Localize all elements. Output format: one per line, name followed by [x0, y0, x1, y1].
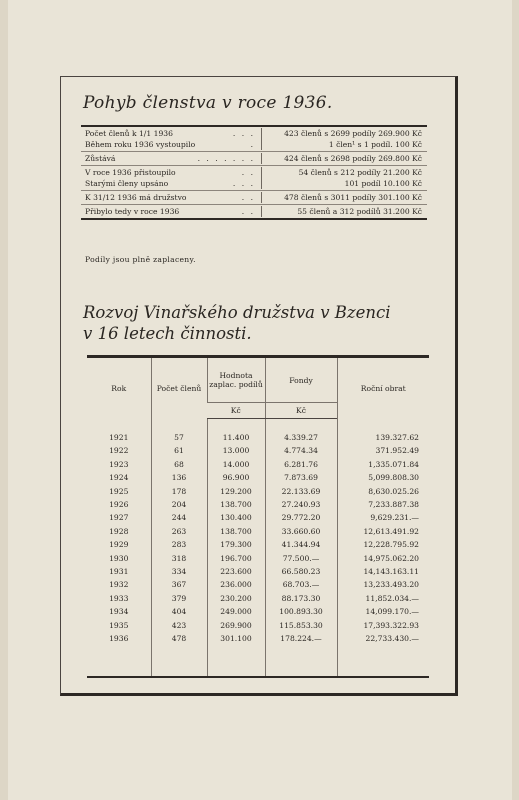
cell-hodnota: 223.600 — [207, 565, 265, 578]
development-table — [87, 355, 429, 678]
cell-rok: 1924 — [109, 473, 129, 483]
cell-pocet-clenu: 263 — [151, 525, 207, 538]
table-row — [87, 619, 429, 632]
membership-dots: . . — [241, 193, 255, 202]
membership-title: Pohyb členstva v roce 1936. — [83, 93, 333, 113]
cell-hodnota: 96.900 — [207, 471, 265, 484]
membership-labels — [81, 167, 262, 189]
cell-pocet-clenu: 204 — [151, 498, 207, 511]
membership-dots: . . — [241, 168, 255, 177]
cell-rocni-obrat: 14,099.170.— — [337, 605, 429, 618]
unit-fondy: Kč — [265, 403, 337, 419]
cell-fondy: 68.703.— — [265, 578, 337, 591]
development-title-line1: Rozvoj Vinařského družstva v Bzenci — [83, 303, 391, 322]
cell-pocet-clenu: 334 — [151, 565, 207, 578]
membership-value: 423 členů s 2699 podíly 269.900 Kč — [284, 129, 422, 138]
cell-pocet-clenu: 423 — [151, 619, 207, 632]
cell-rocni-obrat: 14,143.163.11 — [337, 565, 429, 578]
membership-note: Podíly jsou plně zaplaceny. — [85, 255, 196, 264]
table-row — [87, 538, 429, 551]
header-hodnota: Hodnota zaplac. podílů — [207, 357, 265, 403]
membership-values — [262, 192, 427, 203]
table-row — [87, 458, 429, 471]
membership-label: V roce 1936 přistoupilo — [85, 168, 176, 177]
table-row — [87, 578, 429, 591]
header-rok: Rok — [111, 383, 127, 393]
header-pocet-clenu: Počet členů — [151, 357, 207, 419]
cell-rok: 1926 — [109, 500, 129, 510]
cell-rocni-obrat: 14,975.062.20 — [337, 552, 429, 565]
membership-label: Starými členy upsáno — [85, 179, 169, 188]
cell-fondy: 100.893.30 — [265, 605, 337, 618]
cell-rocni-obrat: 1,335.071.84 — [337, 458, 429, 471]
cell-rok: 1929 — [109, 540, 129, 550]
table-row — [87, 565, 429, 578]
membership-dots: . . . — [232, 129, 255, 138]
cell-hodnota: 269.900 — [207, 619, 265, 632]
membership-labels — [81, 128, 262, 150]
cell-fondy: 4.339.27 — [265, 419, 337, 445]
cell-hodnota: 196.700 — [207, 552, 265, 565]
cell-fondy: 27.240.93 — [265, 498, 337, 511]
membership-row — [81, 127, 427, 151]
cell-pocet-clenu: 318 — [151, 552, 207, 565]
cell-rocni-obrat: 371.952.49 — [337, 444, 429, 457]
table-row — [87, 632, 429, 676]
table-row — [87, 485, 429, 498]
membership-row — [81, 190, 427, 204]
cell-rok: 1923 — [109, 459, 129, 469]
membership-values — [262, 167, 427, 189]
membership-label: Během roku 1936 vystoupilo — [85, 140, 196, 149]
development-title-line2: v 16 letech činnosti. — [83, 324, 252, 343]
membership-row — [81, 165, 427, 190]
table-row — [87, 525, 429, 538]
membership-row — [81, 151, 427, 165]
cell-rocni-obrat: 11,852.034.— — [337, 592, 429, 605]
table-row — [87, 471, 429, 484]
development-table-body — [87, 419, 429, 677]
table-row — [87, 592, 429, 605]
header-rocni-obrat: Roční obrat — [337, 357, 429, 419]
cell-rocni-obrat: 17,393.322.93 — [337, 619, 429, 632]
membership-row — [81, 204, 427, 218]
cell-rok: 1921 — [109, 432, 129, 442]
cell-hodnota: 11.400 — [207, 419, 265, 445]
cell-rocni-obrat: 13,233.493.20 — [337, 578, 429, 591]
table-row — [87, 498, 429, 511]
membership-label: Zůstává — [85, 154, 116, 163]
table-row — [87, 605, 429, 618]
cell-pocet-clenu: 379 — [151, 592, 207, 605]
membership-values — [262, 206, 427, 217]
membership-value: 1 člen¹ s 1 podíl. 100 Kč — [328, 140, 422, 149]
cell-fondy: 115.853.30 — [265, 619, 337, 632]
cell-hodnota: 236.000 — [207, 578, 265, 591]
membership-value: 101 podíl 10.100 Kč — [344, 179, 422, 188]
membership-value: 478 členů s 3011 podíly 301.100 Kč — [284, 193, 422, 202]
membership-labels — [81, 153, 262, 164]
cell-hodnota: 138.700 — [207, 498, 265, 511]
membership-value: 424 členů s 2698 podíly 269.800 Kč — [284, 154, 422, 163]
membership-values — [262, 153, 427, 164]
membership-dots: . . — [241, 207, 255, 216]
cell-fondy: 178.224.— — [265, 632, 337, 676]
cell-fondy: 6.281.76 — [265, 458, 337, 471]
cell-rocni-obrat: 9,629.231.— — [337, 511, 429, 524]
membership-value: 54 členů s 212 podíly 21.200 Kč — [298, 168, 422, 177]
cell-rok: 1936 — [109, 634, 129, 644]
cell-rok: 1922 — [109, 446, 129, 456]
cell-rok: 1933 — [109, 593, 129, 603]
unit-hodnota: Kč — [207, 403, 265, 419]
cell-pocet-clenu: 57 — [151, 419, 207, 445]
cell-pocet-clenu: 478 — [151, 632, 207, 676]
cell-rok: 1925 — [109, 486, 129, 496]
cell-rok: 1928 — [109, 526, 129, 536]
cell-pocet-clenu: 68 — [151, 458, 207, 471]
cell-hodnota: 14.000 — [207, 458, 265, 471]
cell-rocni-obrat: 139.327.62 — [337, 419, 429, 445]
membership-label: Počet členů k 1/1 1936 — [85, 129, 173, 138]
membership-dots: . . . — [232, 179, 255, 188]
cell-hodnota: 13.000 — [207, 444, 265, 457]
cell-rocni-obrat: 7,233.887.38 — [337, 498, 429, 511]
membership-dots: . . . . . . . — [197, 154, 255, 163]
cell-pocet-clenu: 367 — [151, 578, 207, 591]
membership-dots: . — [250, 140, 255, 149]
table-row — [87, 511, 429, 524]
cell-rok: 1934 — [109, 607, 129, 617]
cell-rocni-obrat: 5,099.808.30 — [337, 471, 429, 484]
cell-fondy: 41.344.94 — [265, 538, 337, 551]
cell-rok: 1927 — [109, 513, 129, 523]
cell-pocet-clenu: 283 — [151, 538, 207, 551]
cell-rok: 1935 — [109, 620, 129, 630]
table-row — [87, 444, 429, 457]
cell-fondy: 22.133.69 — [265, 485, 337, 498]
cell-hodnota: 129.200 — [207, 485, 265, 498]
membership-value: 55 členů a 312 podílů 31.200 Kč — [297, 207, 422, 216]
cell-hodnota: 249.000 — [207, 605, 265, 618]
content-frame — [60, 76, 458, 696]
cell-pocet-clenu: 244 — [151, 511, 207, 524]
cell-rocni-obrat: 22,733.430.— — [337, 632, 429, 676]
cell-rok: 1932 — [109, 580, 129, 590]
cell-hodnota: 179.300 — [207, 538, 265, 551]
cell-hodnota: 230.200 — [207, 592, 265, 605]
cell-hodnota: 130.400 — [207, 511, 265, 524]
header-fondy: Fondy — [265, 357, 337, 403]
membership-label: K 31/12 1936 má družstvo — [85, 193, 187, 202]
cell-fondy: 88.173.30 — [265, 592, 337, 605]
cell-hodnota: 138.700 — [207, 525, 265, 538]
cell-fondy: 7.873.69 — [265, 471, 337, 484]
membership-table — [81, 125, 427, 220]
membership-label: Přibylo tedy v roce 1936 — [85, 207, 180, 216]
cell-fondy: 33.660.60 — [265, 525, 337, 538]
cell-rocni-obrat: 12,228.795.92 — [337, 538, 429, 551]
cell-hodnota: 301.100 — [207, 632, 265, 676]
cell-pocet-clenu: 404 — [151, 605, 207, 618]
cell-pocet-clenu: 61 — [151, 444, 207, 457]
development-title — [83, 302, 391, 344]
page — [8, 0, 512, 800]
cell-fondy: 77.500.— — [265, 552, 337, 565]
cell-fondy: 29.772.20 — [265, 511, 337, 524]
cell-rocni-obrat: 12,613.491.92 — [337, 525, 429, 538]
cell-fondy: 4.774.34 — [265, 444, 337, 457]
membership-values — [262, 128, 427, 150]
membership-labels — [81, 206, 262, 217]
cell-pocet-clenu: 136 — [151, 471, 207, 484]
table-row — [87, 419, 429, 445]
cell-fondy: 66.580.23 — [265, 565, 337, 578]
cell-rocni-obrat: 8,630.025.26 — [337, 485, 429, 498]
table-row — [87, 552, 429, 565]
membership-labels — [81, 192, 262, 203]
cell-rok: 1931 — [109, 567, 129, 577]
cell-pocet-clenu: 178 — [151, 485, 207, 498]
cell-rok: 1930 — [109, 553, 129, 563]
